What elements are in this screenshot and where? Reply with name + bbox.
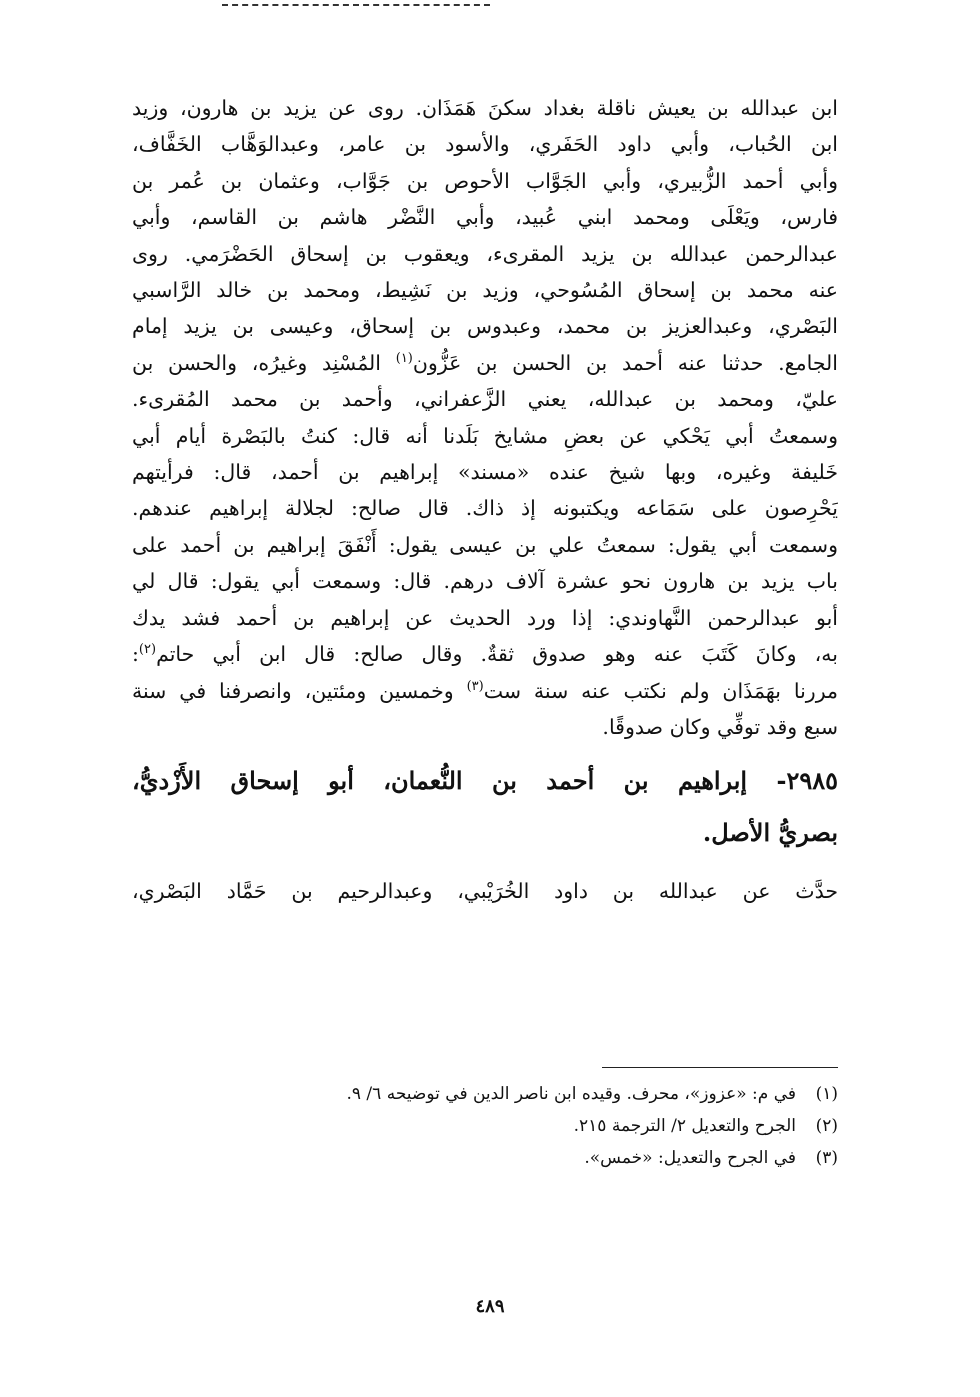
footnote-number: (٣) [815,1148,838,1168]
text-line [132,345,838,381]
text-segment: المُسْنِد وغيرُه، والحسن بن [132,350,396,375]
footnote-separator [602,1067,838,1068]
footnotes [346,1078,838,1174]
text-segment: : [132,642,139,667]
footnote-text: في الجرح والتعديل: «خمس». [584,1148,796,1168]
entry-heading [132,755,838,859]
text-line: خَليفة وغيره، وبها شيخ عنده «مسند» إبراهيم بن أحمد، قال: فرأيتهم [132,460,838,485]
footnote-item [400,1142,838,1174]
top-edge-rule [222,4,490,6]
footnote-text: الجرح والتعديل ٢/ الترجمة ٢١٥. [573,1116,796,1136]
footnote-ref-1[interactable]: (١) [395,351,413,367]
text-line: عنه محمد بن إسحاق المُسُوحي، وزيد بن نَشِيط، ومحمد بن خالد الرَّاسبي [132,278,838,303]
text-line [132,673,838,709]
text-line: عبدالرحمن عبدالله بن يزيد المقرىء، ويعقوب بن إسحاق الحَضْرَمي. روى [132,241,838,266]
text-line: وسمعت أبي يقول: سمعتُ علي بن عيسى يقول: أَنْفَقَ إبراهيم بن أحمد على [132,532,838,557]
text-segment: وخمسين ومئتين، وانصرفنا في سنة [132,678,467,703]
text-line: يَحْرِصون على سَمَاعه ويكتبونه إذ ذاك. قال صالح: لجلالة إبراهيم عندهم. [132,496,838,521]
footnote-number: (٢) [815,1116,838,1136]
entry-heading-line: بصريُّ الأصل. [702,818,838,848]
text-line: ابن عبدالله بن يعيش ناقلة بغداد سكنَ هَمَذَان. روى عن يزيد بن هارون، وزيد [132,96,838,120]
text-segment: الجامع. حدثنا عنه أحمد بن الحسن بن عَزُّون [412,350,838,375]
footnote-number: (١) [815,1084,838,1104]
text-line: حدَّث عن عبدالله بن داود الخُرَيْبي، وعبدالرحيم بن حَمَّاد البَصْري، [132,879,838,904]
entry-body [132,873,838,909]
entry-heading-line: ٢٩٨٥- إبراهيم بن أحمد بن النُّعمان، أبو إسحاق الأَزْديُّ، [132,766,838,796]
footnote-text: في م: «عزوز»، محرف. وقيده ابن ناصر الدين في توضيحه ٦/ ٩. [346,1084,796,1104]
main-text [132,90,838,910]
text-line: عليّ، ومحمد بن عبدالله، يعني الزَّعفراني، وأحمد بن محمد المُقرىء. [132,387,838,412]
footnote-ref-2[interactable]: (٢) [138,642,157,658]
text-line [132,636,838,672]
text-line: سبع وقد توفِّي وكان صدوقًا. [602,714,838,739]
footnote-item [400,1110,838,1142]
page-number: ٤٨٩ [475,1296,505,1317]
text-segment: مررنا بهَمَذَان ولم نكتب عنه سنة ست [483,678,838,703]
text-line: فارس، ويَعْلَى ومحمد ابني عُبيد، وأبي النَّضْر هاشم بن القاسم، وأبي [132,205,838,230]
footnote-item [346,1078,838,1110]
text-line: وسمعتُ أبي يَحْكي عن بعضِ مشايخ بَلَدنا أنه قال: كنتُ بالبَصْرة أيام أبي [132,423,838,448]
text-line: ابن الحُباب، وأبي داود الحَفَري، والأسود بن عامر، وعبدالوَهَّاب الخَفَّاف، [132,132,838,157]
footnote-ref-3[interactable]: (٣) [466,678,484,694]
text-segment: به، وكانَ كَتَبَ عنه وهو صدوق ثقةٌ. وقال صالح: قال ابن أبي حاتم [156,642,838,667]
text-line: باب يزيد بن هارون نحو عشرة آلاف درهم. قال: وسمعت أبي يقول: قال لي [132,569,838,594]
text-line: البَصْري، وعبدالعزيز بن محمد، وعبدوس بن إسحاق، وعيسى بن يزيد إمام [132,314,838,339]
text-line: وأبي أحمد الزُّبيري، وأبي الجَوَّاب الأحوص بن جَوَّاب، وعثمان بن عُمر بن [132,168,838,193]
text-line: أبو عبدالرحمن النَّهاوندي: إذا ورد الحديث عن إبراهيم بن أحمد فشد يدك [132,605,838,630]
